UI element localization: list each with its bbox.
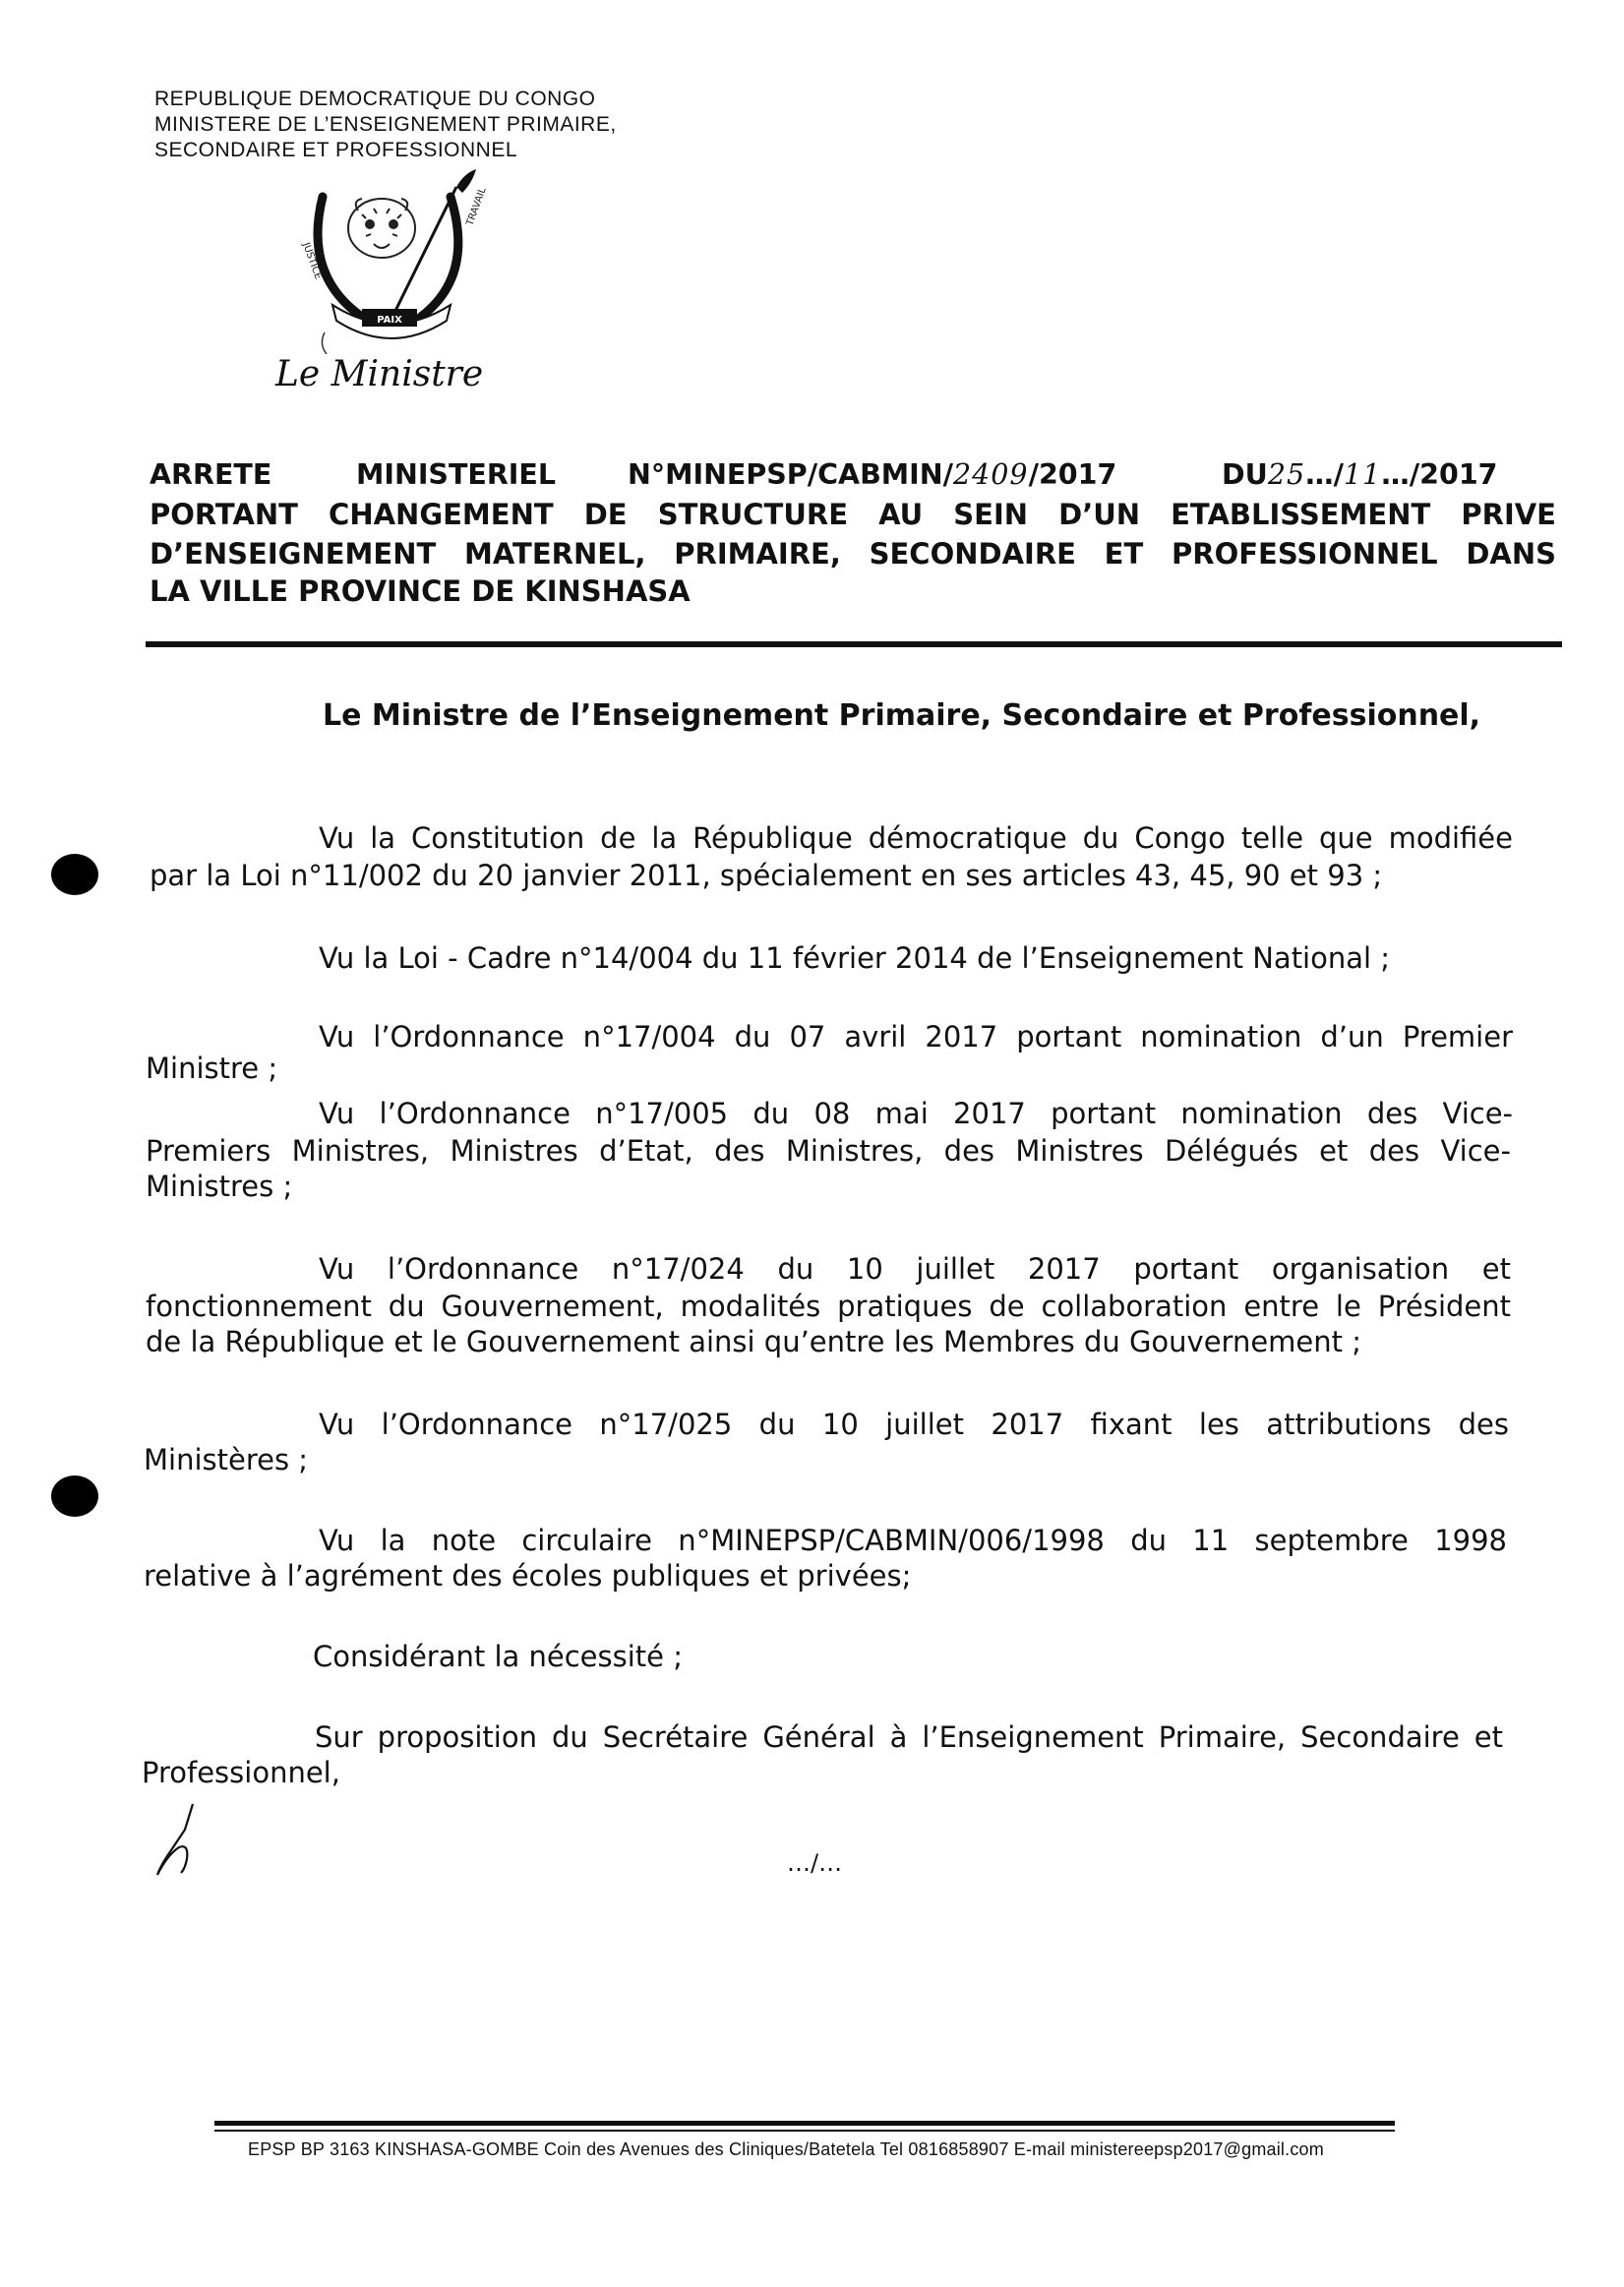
- consideration-4-line-2: Premiers Ministres, Ministres d’Etat, des Ministres, des Ministres Délégués et des Vice-: [146, 1134, 1511, 1168]
- date-month-handwritten: 11: [1344, 458, 1382, 491]
- coat-of-arms-emblem: [264, 167, 519, 354]
- consideration-3-line-1: Vu l’Ordonnance n°17/004 du 07 avril 2017 portant nomination d’un Premier: [319, 1020, 1513, 1053]
- ribbon-text-right: TRAVAIL: [464, 186, 489, 228]
- consideration-6-line-2: Ministères ;: [144, 1443, 309, 1476]
- decree-number: [628, 457, 1116, 493]
- header-ministry: MINISTERE DE L’ENSEIGNEMENT PRIMAIRE,: [154, 113, 617, 136]
- consideration-5-line-1: Vu l’Ordonnance n°17/024 du 10 juillet 2017 portant organisation et: [319, 1252, 1511, 1286]
- header-country: REPUBLIQUE DEMOCRATIQUE DU CONGO: [154, 88, 596, 110]
- signatory-title: Le Ministre: [275, 354, 484, 394]
- consideration-1-line-2: par la Loi n°11/002 du 20 janvier 2011, spécialement en ses articles 43, 45, 90 et 93 ;: [150, 859, 1383, 892]
- date-day-handwritten: 25: [1267, 458, 1306, 491]
- consideration-7-line-2: relative à l’agrément des écoles publiques et privées;: [144, 1559, 912, 1593]
- decree-date: [1222, 457, 1498, 493]
- ribbon-text-center: PAIX: [377, 315, 402, 326]
- title-divider: [146, 641, 1562, 647]
- date-year: …/2017: [1381, 458, 1498, 491]
- minister-heading: Le Ministre de l’Enseignement Primaire, Secondaire et Professionnel,: [323, 698, 1481, 733]
- footer-contact: EPSP BP 3163 KINSHASA-GOMBE Coin des Avenues des Cliniques/Batetela Tel 0816858907 E-mail ministereepsp2017@gmail.com: [248, 2139, 1324, 2159]
- consideration-8-line-1: Considérant la nécessité ;: [313, 1640, 683, 1673]
- date-prefix: DU: [1222, 458, 1268, 491]
- title-line-3: D’ENSEIGNEMENT MATERNEL, PRIMAIRE, SECONDAIRE ET PROFESSIONNEL DANS: [150, 537, 1556, 571]
- consideration-9-line-1: Sur proposition du Secrétaire Général à l’Enseignement Primaire, Secondaire et: [315, 1720, 1503, 1754]
- header-ministry-cont: SECONDAIRE ET PROFESSIONNEL: [154, 139, 518, 161]
- footer-rule-thick: [214, 2121, 1395, 2126]
- consideration-9-line-2: Professionnel,: [142, 1756, 340, 1789]
- consideration-2-line-1: Vu la Loi - Cadre n°14/004 du 11 février 2014 de l’Enseignement National ;: [319, 941, 1391, 975]
- decree-handwritten-number: 2409: [953, 458, 1029, 491]
- hole-punch-mark: [51, 1475, 98, 1517]
- title-line-4: LA VILLE PROVINCE DE KINSHASA: [150, 574, 691, 608]
- handwritten-initials-mark: [146, 1800, 214, 1879]
- consideration-4-line-1: Vu l’Ordonnance n°17/005 du 08 mai 2017 portant nomination des Vice-: [319, 1097, 1513, 1130]
- ribbon-text-left: JUSTICE: [300, 241, 324, 281]
- consideration-7-line-1: Vu la note circulaire n°MINEPSP/CABMIN/006/1998 du 11 septembre 1998: [319, 1524, 1507, 1557]
- title-line-2: PORTANT CHANGEMENT DE STRUCTURE AU SEIN D’UN ETABLISSEMENT PRIVE: [150, 498, 1556, 531]
- date-sep: …/: [1305, 458, 1344, 491]
- continuation-mark: …/…: [787, 1849, 843, 1877]
- footer-rule-thin: [214, 2130, 1395, 2132]
- consideration-4-line-3: Ministres ;: [146, 1170, 293, 1203]
- decree-year: /2017: [1028, 458, 1117, 491]
- decree-prefix: N°MINEPSP/CABMIN/: [628, 458, 954, 491]
- title-word-arrete: ARRETE: [150, 458, 272, 491]
- hole-punch-mark: [51, 854, 98, 895]
- consideration-6-line-1: Vu l’Ordonnance n°17/025 du 10 juillet 2017 fixant les attributions des: [319, 1408, 1509, 1441]
- consideration-1-line-1: Vu la Constitution de la République démocratique du Congo telle que modifiée: [319, 821, 1513, 855]
- consideration-5-line-2: fonctionnement du Gouvernement, modalités pratiques de collaboration entre le Président: [146, 1290, 1511, 1323]
- consideration-3-line-2: Ministre ;: [146, 1052, 278, 1085]
- title-word-ministeriel: MINISTERIEL: [356, 458, 557, 491]
- consideration-5-line-3: de la République et le Gouvernement ainsi qu’entre les Membres du Gouvernement ;: [146, 1325, 1362, 1358]
